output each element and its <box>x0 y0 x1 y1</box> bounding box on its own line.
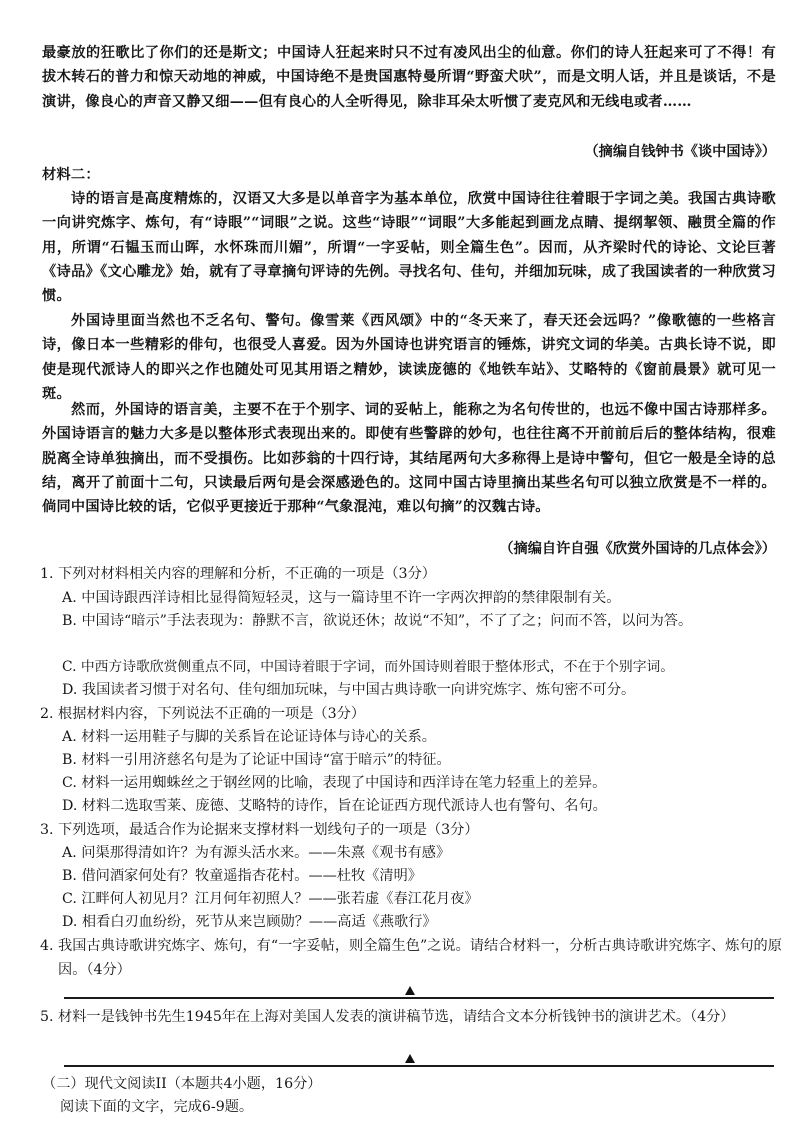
question-5-stem: 5. 材料一是钱钟书先生1945年在上海对美国人发表的演讲稿节选，请结合文本分析钱钟书的演讲艺术。（4分） <box>40 1009 735 1025</box>
material1-tail-paragraph: 最豪放的狂歌比了你们的还是斯文；中国诗人狂起来时只不过有凌风出尘的仙意。你们的诗人狂起来可了不得！有拔木转石的普力和惊天动地的神威，中国诗绝不是贵国惠特曼所谓“野蛮犬吠”，而是文明人话，并且是谈话，不是演讲，像良心的声音又静又细——但有良心的人全听得见，除非耳朵太听惯了麦克风和无线电或者…… <box>42 45 776 110</box>
material2-paragraph-3: 然而，外国诗的语言美，主要不在于个别字、词的妥帖上，能称之为名句传世的，也远不像中国古诗那样多。外国诗语言的魅力大多是以整体形式表现出来的。即使有些警辟的妙句，也往往离不开前前后后的整体结构，很难脱离全诗单独摘出，而不受損伤。比如莎翁的十四行诗，其结尾两句大多称得上是诗中警句，但它一般是全诗的总结，离开了前面十二句，只读最后两句是会深感逊色的。这同中国古诗里摘出某些名句可以独立欣赏是不一样的。倘同中国诗比较的话，它似乎更接近于那种“气象混沌，难以句摘”的汉魏古诗。 <box>42 402 776 516</box>
answer-marker-triangle-4 <box>405 986 415 995</box>
question-2-option-a: A. 材料一运用鞋子与脚的关系旨在论证诗体与诗心的关系。 <box>62 729 436 745</box>
material2-source: （摘编自许自强《欣赏外国诗的几点体会》） <box>499 541 776 557</box>
answer-line-5[interactable] <box>64 1065 774 1067</box>
question-2-option-b: B. 材料一引用济慈名句是为了论证中国诗“富于暗示”的特征。 <box>62 752 451 768</box>
question-4-stem: 4. 我国古典诗歌讲究炼字、炼句，有“一字妥帖，则全篇生色”之说。请结合材料一，分析古典诗歌讲究炼字、炼句的原因。（4分） <box>40 938 782 978</box>
section-2-heading: （二）现代文阅读II（本题共4小题，16分） <box>42 1076 322 1092</box>
question-1-option-b: B. 中国诗“暗示”手法表现为：静默不言，欲说还休；故说“不知”，不了了之；问而不答，以问为答。 <box>62 613 693 629</box>
material2-heading: 材料二： <box>42 167 100 183</box>
question-1-option-a: A. 中国诗跟西洋诗相比显得简短轻灵，这与一篇诗里不许一字两次押韵的禁律限制有关。 <box>62 590 621 606</box>
question-3-option-c: C. 江畔何人初见月？江月何年初照人？——张若虚《春江花月夜》 <box>62 891 479 907</box>
question-1-option-d: D. 我国读者习惯于对名句、佳句细加玩味，与中国古典诗歌一向讲究炼字、炼句密不可分。 <box>62 682 636 698</box>
question-3-option-a: A. 问渠那得清如许？为有源头活水来。——朱熹《观书有感》 <box>62 845 451 861</box>
answer-line-4[interactable] <box>64 997 774 999</box>
answer-marker-triangle-5 <box>405 1054 415 1063</box>
section-2-instruction: 阅读下面的文字，完成6-9题。 <box>60 1099 254 1115</box>
material2-paragraph-2: 外国诗里面当然也不乏名句、警句。像雪莱《西风颂》中的“冬天来了，春天还会远吗？”像歌德的一些格言诗，像日本一些精彩的俳句，也很受人喜爱。因为外国诗也讲究语言的锤炼，讲究文词的华美。古典长诗不说，即使是现代派诗人的即兴之作也随处可见其用语之精妙，读读庞德的《地铁车站》、艾略特的《窗前晨景》就可见一斑。 <box>42 313 776 402</box>
question-1-option-c: C. 中西方诗歌欣赏侧重点不同，中国诗着眼于字词，而外国诗则着眼于整体形式，不在于个别字词。 <box>62 659 675 675</box>
question-3-option-d: D. 相看白刃血纷纷，死节从来岂顾勋？——高适《燕歌行》 <box>62 914 437 930</box>
material2-paragraph-1: 诗的语言是高度精炼的，汉语又大多是以单音字为基本单位，欣赏中国诗往往着眼于字词之美。我国古典诗歌一向讲究炼字、炼句，有“诗眼”“词眼”之说。这些“诗眼”“词眼”大多能起到画龙点睛、提纲挈领、融贯全篇的作用，所谓“石韫玉而山晖，水怀珠而川媚”，所谓“一字妥帖，则全篇生色”。因而，从齐梁时代的诗论、文论巨著《诗品》《文心雕龙》始，就有了寻章摘句评诗的先例。寻找名句、佳句，并细加玩味，成了我国读者的一种欣赏习惯。 <box>42 191 776 305</box>
question-2-stem: 2. 根据材料内容，下列说法不正确的一项是（3分） <box>40 706 366 722</box>
question-3-option-b: B. 借问酒家何处有？牧童遥指杏花村。——杜牧《清明》 <box>62 868 422 884</box>
question-2-option-d: D. 材料二选取雪莱、庞德、艾略特的诗作，旨在论证西方现代派诗人也有警句、名句。 <box>62 798 607 814</box>
question-1-stem: 1. 下列对材料相关内容的理解和分析，不正确的一项是（3分） <box>40 566 436 582</box>
material1-source: （摘编自钱钟书《谈中国诗》） <box>584 144 776 160</box>
question-3-stem: 3. 下列选项，最适合作为论据来支撑材料一划线句子的一项是（3分） <box>40 822 479 838</box>
question-2-option-c: C. 材料一运用蜘蛛丝之于钢丝网的比喻，表现了中国诗和西洋诗在笔力轻重上的差异。 <box>62 775 607 791</box>
